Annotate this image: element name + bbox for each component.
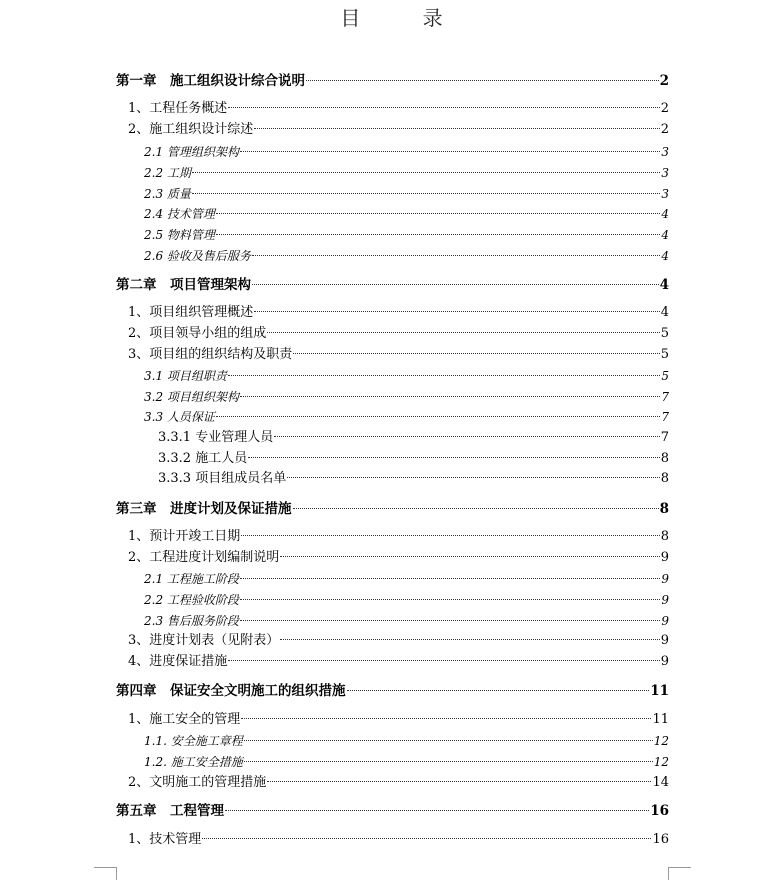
toc-page-number: 4 xyxy=(661,228,669,242)
toc-entry-label: 3.3.2 施工人员 xyxy=(158,451,248,466)
toc-entry-label: 2.4 技术管理 xyxy=(144,207,215,221)
toc-dot-leader xyxy=(267,781,651,782)
toc-dot-leader xyxy=(228,107,659,108)
page-corner-mark-right xyxy=(668,867,691,880)
toc-entry[interactable] xyxy=(144,185,669,203)
toc-entry-label: 2、项目领导小组的组成 xyxy=(128,326,267,341)
toc-page-number: 5 xyxy=(661,369,669,383)
toc-page-number: 7 xyxy=(661,410,669,424)
toc-entry[interactable] xyxy=(158,450,669,468)
toc-page-number: 2 xyxy=(660,101,669,116)
toc-page-number: 4 xyxy=(660,305,669,320)
toc-page-number: 2 xyxy=(659,73,669,89)
toc-entry-label: 2.2 工程验收阶段 xyxy=(144,593,239,607)
toc-page-number: 3 xyxy=(661,145,669,159)
toc-entry-label: 3.3.1 专业管理人员 xyxy=(158,430,274,445)
toc-dot-leader xyxy=(244,740,653,741)
toc-entry-label: 2、工程进度计划编制说明 xyxy=(128,550,280,565)
toc-chapter-entry[interactable] xyxy=(116,72,669,90)
toc-page-number: 9 xyxy=(661,572,669,586)
toc-page-number: 5 xyxy=(660,326,669,341)
toc-dot-leader xyxy=(192,193,660,194)
toc-chapter-entry[interactable] xyxy=(116,276,669,294)
toc-page-number: 8 xyxy=(660,529,669,544)
toc-entry-label: 3.1 项目组职责 xyxy=(144,369,227,383)
toc-entry[interactable] xyxy=(158,429,669,447)
toc-entry[interactable] xyxy=(144,612,669,630)
toc-dot-leader xyxy=(241,535,659,536)
toc-entry[interactable] xyxy=(128,653,669,671)
toc-page-number: 12 xyxy=(653,755,669,769)
toc-dot-leader xyxy=(216,234,660,235)
toc-page-number: 7 xyxy=(661,390,669,404)
toc-entry[interactable] xyxy=(144,247,669,265)
toc-entry-label: 第四章 保证安全文明施工的组织措施 xyxy=(116,683,346,699)
toc-entry-label: 2.1 管理组织架构 xyxy=(144,145,239,159)
toc-dot-leader xyxy=(240,396,660,397)
toc-entry[interactable] xyxy=(128,304,669,322)
toc-page-number: 14 xyxy=(652,775,669,790)
toc-dot-leader xyxy=(240,578,660,579)
toc-entry-label: 1、技术管理 xyxy=(128,832,202,847)
toc-entry-label: 3、进度计划表（见附表） xyxy=(128,633,280,648)
toc-dot-leader xyxy=(225,810,649,811)
toc-entry[interactable] xyxy=(128,711,669,729)
toc-entry-label: 2.3 质量 xyxy=(144,187,191,201)
toc-page-number: 8 xyxy=(660,451,669,466)
toc-page-number: 9 xyxy=(661,614,669,628)
toc-page-number: 16 xyxy=(652,832,669,847)
toc-page-number: 11 xyxy=(650,683,669,699)
toc-chapter-entry[interactable] xyxy=(116,682,669,700)
toc-entry-label: 2.2 工期 xyxy=(144,166,191,180)
toc-entry[interactable] xyxy=(144,591,669,609)
toc-entry[interactable] xyxy=(158,470,669,488)
toc-entry-label: 1、施工安全的管理 xyxy=(128,712,241,727)
toc-page-number: 5 xyxy=(660,347,669,362)
toc-page-number: 9 xyxy=(661,593,669,607)
toc-dot-leader xyxy=(202,838,651,839)
toc-dot-leader xyxy=(216,213,660,214)
toc-entry[interactable] xyxy=(128,632,669,650)
toc-dot-leader xyxy=(248,457,660,458)
toc-entry-label: 3.3 人员保证 xyxy=(144,410,215,424)
toc-entry-label: 2.6 验收及售后服务 xyxy=(144,249,251,263)
toc-entry[interactable] xyxy=(128,121,669,139)
toc-entry-label: 3.3.3 项目组成员名单 xyxy=(158,471,287,486)
toc-dot-leader xyxy=(287,477,660,478)
toc-dot-leader xyxy=(192,172,660,173)
toc-dot-leader xyxy=(228,660,659,661)
toc-entry[interactable] xyxy=(144,164,669,182)
toc-dot-leader xyxy=(280,639,659,640)
toc-entry-label: 第二章 项目管理架构 xyxy=(116,277,251,293)
toc-dot-leader xyxy=(244,761,653,762)
toc-page-number: 8 xyxy=(660,471,669,486)
toc-dot-leader xyxy=(240,599,660,600)
toc-dot-leader xyxy=(254,128,659,129)
toc-page-number: 4 xyxy=(659,277,669,293)
toc-chapter-entry[interactable] xyxy=(116,500,669,518)
toc-page-number: 7 xyxy=(660,430,669,445)
toc-entry[interactable] xyxy=(144,408,669,426)
toc-entry-label: 3、项目组的组织结构及职责 xyxy=(128,347,293,362)
toc-page-number: 9 xyxy=(660,633,669,648)
toc-dot-leader xyxy=(267,332,659,333)
toc-entry[interactable] xyxy=(144,367,669,385)
toc-entry-label: 2、施工组织设计综述 xyxy=(128,122,254,137)
toc-entry-label: 1.2. 施工安全措施 xyxy=(144,755,243,769)
toc-entry[interactable] xyxy=(144,732,669,750)
toc-entry[interactable] xyxy=(128,831,669,849)
toc-dot-leader xyxy=(274,436,660,437)
toc-chapter-entry[interactable] xyxy=(116,802,669,820)
toc-page-number: 16 xyxy=(650,803,669,819)
toc-page-number: 11 xyxy=(652,712,669,727)
toc-dot-leader xyxy=(254,311,659,312)
toc-entry[interactable] xyxy=(144,570,669,588)
toc-dot-leader xyxy=(240,620,660,621)
toc-dot-leader xyxy=(240,151,660,152)
toc-dot-leader xyxy=(293,508,659,509)
toc-entry-label: 第一章 施工组织设计综合说明 xyxy=(116,73,305,89)
toc-dot-leader xyxy=(252,255,660,256)
toc-entry[interactable] xyxy=(128,325,669,343)
toc-dot-leader xyxy=(228,375,660,376)
toc-page-number: 3 xyxy=(661,166,669,180)
toc-dot-leader xyxy=(280,556,659,557)
toc-dot-leader xyxy=(306,80,659,81)
toc-entry-label: 1.1. 安全施工章程 xyxy=(144,734,243,748)
toc-entry-label: 1、工程任务概述 xyxy=(128,101,228,116)
toc-entry[interactable] xyxy=(128,100,669,118)
toc-dot-leader xyxy=(293,353,659,354)
toc-page-number: 12 xyxy=(653,734,669,748)
page-corner-mark-left xyxy=(94,867,117,880)
toc-dot-leader xyxy=(252,284,659,285)
toc-page-number: 4 xyxy=(661,207,669,221)
toc-entry-label: 第三章 进度计划及保证措施 xyxy=(116,501,292,517)
toc-page-number: 9 xyxy=(660,654,669,669)
toc-entry[interactable] xyxy=(144,388,669,406)
toc-entry[interactable] xyxy=(144,205,669,223)
toc-entry[interactable] xyxy=(128,549,669,567)
toc-entry[interactable] xyxy=(128,774,669,792)
toc-page-number: 9 xyxy=(660,550,669,565)
toc-entry[interactable] xyxy=(144,226,669,244)
toc-entry-label: 3.2 项目组织架构 xyxy=(144,390,239,404)
page-title: 目 录 xyxy=(340,6,471,30)
toc-entry-label: 1、预计开竣工日期 xyxy=(128,529,241,544)
toc-entry-label: 2.5 物料管理 xyxy=(144,228,215,242)
toc-dot-leader xyxy=(216,416,660,417)
toc-page-number: 4 xyxy=(661,249,669,263)
toc-entry-label: 2.1 工程施工阶段 xyxy=(144,572,239,586)
toc-entry[interactable] xyxy=(128,346,669,364)
toc-entry-label: 4、进度保证措施 xyxy=(128,654,228,669)
toc-page-number: 3 xyxy=(661,187,669,201)
toc-page-number: 8 xyxy=(659,501,669,517)
toc-entry-label: 2.3 售后服务阶段 xyxy=(144,614,239,628)
toc-entry-label: 1、项目组织管理概述 xyxy=(128,305,254,320)
toc-entry-label: 2、文明施工的管理措施 xyxy=(128,775,267,790)
toc-dot-leader xyxy=(241,718,651,719)
toc-entry[interactable] xyxy=(144,753,669,771)
toc-page-number: 2 xyxy=(660,122,669,137)
toc-entry[interactable] xyxy=(144,143,669,161)
toc-dot-leader xyxy=(347,690,650,691)
toc-entry[interactable] xyxy=(128,528,669,546)
toc-entry-label: 第五章 工程管理 xyxy=(116,803,224,819)
